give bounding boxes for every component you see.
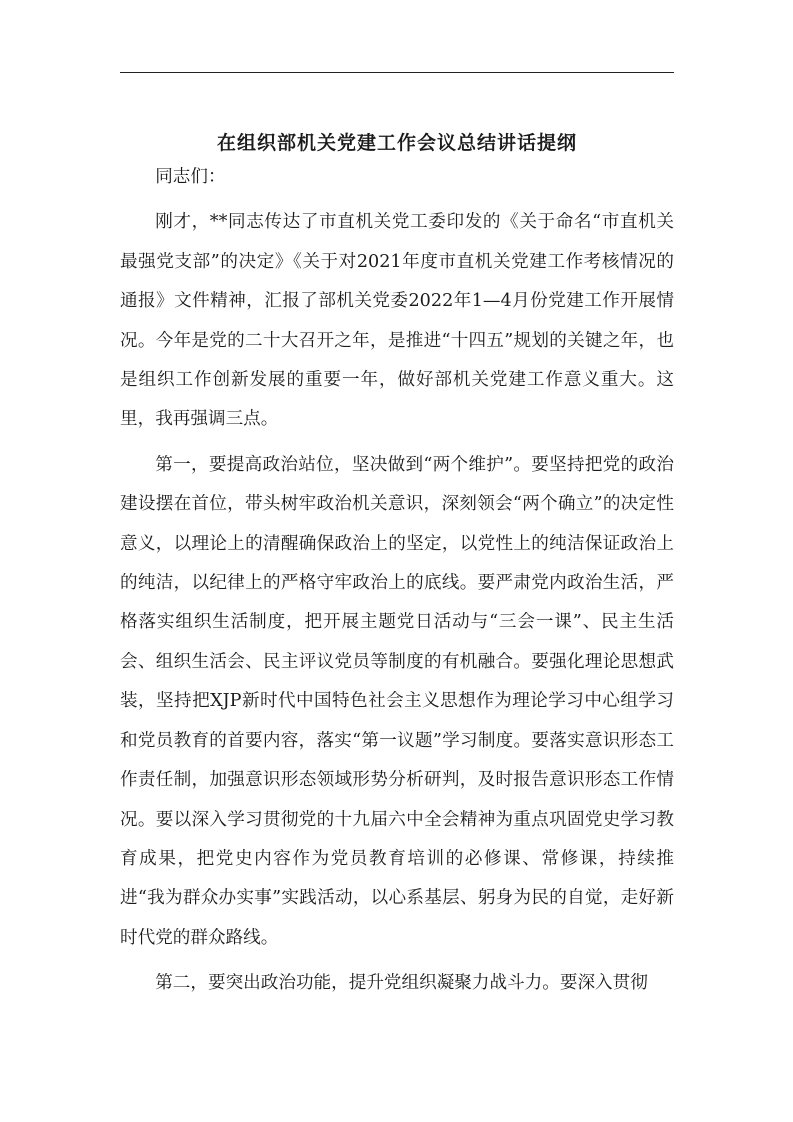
- salutation: 同志们：: [155, 167, 226, 187]
- paragraph-1: 刚才，**同志传达了市直机关党工委印发的《关于命名“市直机关最强党支部”的决定》《关于对2021年度市直机关党建工作考核情况的通报》文件精神，汇报了部机关党委2022年1—4月份党建工作开展情况。今年是党的二十大召开之年，是推进“十四五”规划的关键之年，也是组织工作创新发展的重要一年，做好部机关党建工作意义重大。这里，我再强调三点。: [120, 212, 674, 430]
- header-rule: [120, 72, 674, 73]
- paragraph-2: 第一，要提高政治站位，坚决做到“两个维护”。要坚持把党的政治建设摆在首位，带头树牢政治机关意识，深刻领会“两个确立”的决定性意义，以理论上的清醒确保政治上的坚定，以党性上的纯洁保证政治上的纯洁，以纪律上的严格守牢政治上的底线。要严肃党内政治生活，严格落实组织生活制度，把开展主题党日活动与“三会一课”、民主生活会、组织生活会、民主评议党员等制度的有机融合。要强化理论思想武装，坚持把XJP新时代中国特色社会主义思想作为理论学习中心组学习和党员教育的首要内容，落实“第一议题”学习制度。要落实意识形态工作责任制，加强意识形态领域形势分析研判，及时报告意识形态工作情况。要以深入学习贯彻党的十九届六中全会精神为重点巩固党史学习教育成果，把党史内容作为党员教育培训的必修课、常修课，持续推进“我为群众办实事”实践活动，以心系基层、躬身为民的自觉，走好新时代党的群众路线。: [120, 454, 674, 948]
- paragraph-3: 第二，要突出政治功能，提升党组织凝聚力战斗力。要深入贯彻: [155, 973, 648, 994]
- document-body: [120, 158, 674, 1004]
- document-title: 在组织部机关党建工作会议总结讲话提纲: [216, 132, 577, 154]
